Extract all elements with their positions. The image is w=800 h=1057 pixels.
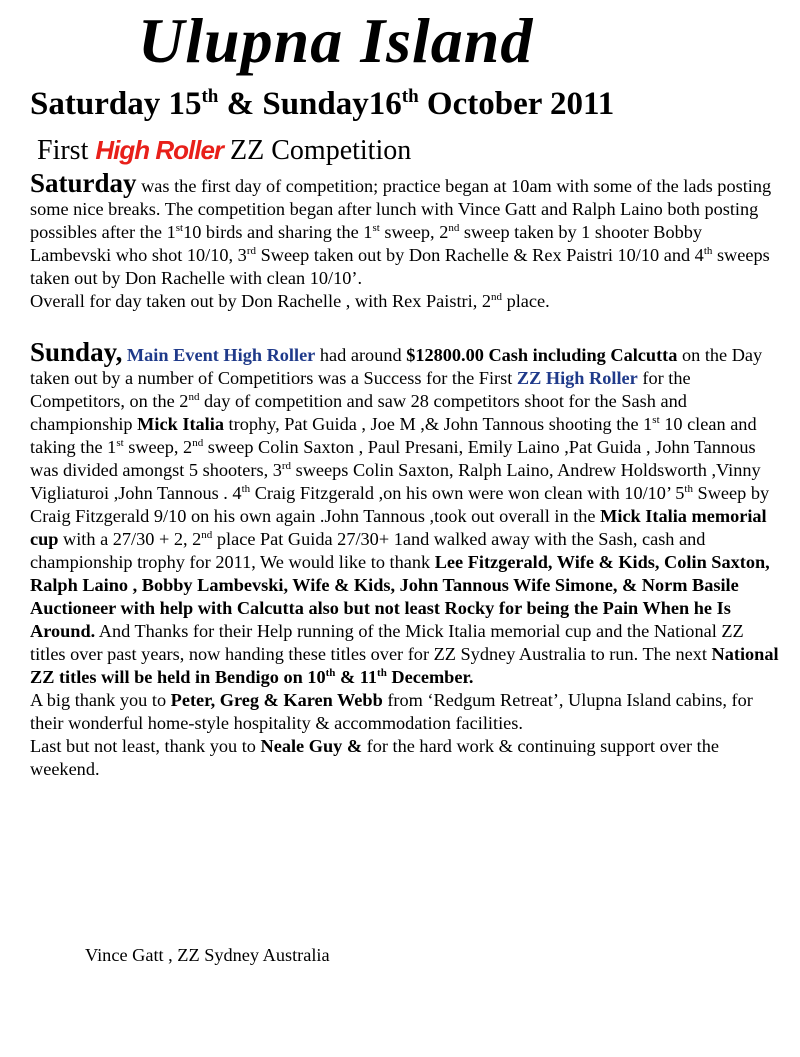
ordinal-sup: st	[175, 221, 184, 234]
text: And Thanks for their Help running of the Mick Italia memorial cup and the National ZZ titles over past years, now handing these titles over for ZZ Sydney Australia to run. The next	[30, 621, 744, 664]
page-title: Ulupna Island	[138, 5, 534, 76]
text: Overall for day taken out by Don Rachelle , with Rex Paistri, 2	[30, 291, 491, 311]
thanks-neale	[30, 735, 780, 781]
text: on the Day taken out by a number of Competitiors was a Success for the First	[30, 345, 763, 388]
national-titles: December.	[386, 667, 474, 687]
text: was the first day of competition; practice began at 10am with some of the lads posting some nice breaks. The competition began after lunch with Vince Gatt and Ralph Laino both posting possibles after the 1	[30, 176, 772, 242]
text: 10 birds and sharing the 1	[183, 222, 373, 242]
text: Sweep by Craig Fitzgerald 9/10 on his own again .John Tannous ,took out overall in the	[30, 483, 770, 526]
ordinal-sup: st	[372, 221, 380, 234]
ordinal-sup: st	[652, 413, 660, 426]
ordinal-sup: nd	[188, 390, 200, 403]
text: sweep taken by 1 shooter Bobby Lambevski who shot 10/10, 3	[30, 222, 703, 265]
text: sweeps taken out by Don Rachelle with clean 10/10’.	[30, 245, 770, 288]
high-roller-logo-text: High Roller	[95, 135, 224, 165]
text: sweep, 2	[379, 222, 449, 242]
text: sweeps Colin Saxton, Ralph Laino, Andrew Holdsworth ,Vinny Vigliaturoi ,John Tannous . 4	[30, 460, 761, 503]
zz-high-roller-label: ZZ High Roller	[516, 368, 638, 388]
ordinal-sup: th	[684, 482, 693, 495]
text: for the hard work & continuing support over the weekend.	[30, 736, 719, 779]
text: with a 27/30 + 2, 2	[58, 529, 202, 549]
text: place.	[502, 291, 550, 311]
ordinal-sup: st	[116, 436, 124, 449]
date-sup: th	[201, 86, 219, 107]
text: 10 clean and taking the 1	[30, 414, 757, 457]
ordinal-sup: th	[241, 482, 251, 495]
event-dates	[30, 86, 614, 123]
subtitle-suffix: ZZ Competition	[223, 135, 412, 166]
text: day of competition and saw 28 competitors shoot for the Sash and championship	[30, 391, 687, 434]
subtitle-prefix: First	[37, 135, 96, 166]
date-sup: th	[401, 86, 419, 107]
thanks-names: Lee Fitzgerald, Wife & Kids, Colin Saxton, Ralph Laino , Bobby Lambevski, Wife & Kids, John Tannous Wife Simone, & Norm Basile Auctioneer with help with Calcutta also but not least Rocky for being the Pain When he Is Around.	[30, 552, 770, 641]
text: had around	[315, 345, 407, 365]
neale-name: Neale Guy &	[260, 736, 363, 756]
competition-subtitle	[37, 135, 411, 167]
text: A big thank you to	[30, 690, 171, 710]
webb-names: Peter, Greg & Karen Webb	[170, 690, 383, 710]
ordinal-sup: th	[325, 666, 336, 679]
ordinal-sup: nd	[448, 221, 460, 234]
signature: Vince Gatt , ZZ Sydney Australia	[85, 945, 330, 965]
main-event-label: Main Event High Roller	[126, 345, 316, 365]
ordinal-sup: nd	[192, 436, 204, 449]
ordinal-sup: rd	[246, 244, 256, 257]
prize-amount: $12800.00 Cash including Calcutta	[406, 345, 678, 365]
mick-italia-label: Mick Italia	[137, 414, 224, 434]
saturday-lead: Saturday	[30, 168, 137, 198]
report-body	[30, 168, 780, 781]
ordinal-sup: th	[377, 666, 387, 679]
text: sweep Colin Saxton , Paul Presani, Emily Laino ,Pat Guida , John Tannous was divided amongst 5 shooters, 3	[30, 437, 756, 480]
text: sweep, 2	[123, 437, 193, 457]
text: Sweep taken out by Don Rachelle & Rex Paistri 10/10 and 4	[256, 245, 704, 265]
text: for the Competitors, on the 2	[30, 368, 691, 411]
text: Craig Fitzgerald ,on his own were won clean with 10/10’ 5	[250, 483, 685, 503]
text: place Pat Guida 27/30+ 1and walked away with the Sash, cash and championship trophy for 2011, We would like to thank	[30, 529, 706, 572]
ordinal-sup: nd	[201, 528, 213, 541]
sunday-paragraph	[30, 337, 780, 689]
sunday-lead: Sunday,	[30, 337, 123, 367]
ordinal-sup: nd	[491, 290, 502, 303]
date-month-year: October 2011	[418, 86, 615, 122]
thanks-redgum	[30, 689, 780, 735]
saturday-paragraph	[30, 168, 780, 290]
ordinal-sup: rd	[281, 459, 292, 472]
national-titles: & 11	[335, 667, 378, 687]
ordinal-sup: th	[703, 244, 713, 257]
national-titles: National ZZ titles will be held in Bendigo on 10	[30, 644, 779, 687]
date-sunday: & Sunday16	[218, 86, 402, 122]
memorial-cup-label: Mick Italia memorial cup	[30, 506, 767, 549]
saturday-overall	[30, 290, 780, 313]
date-saturday: Saturday 15	[30, 86, 202, 122]
text: Last but not least, thank you to	[30, 736, 261, 756]
paragraph-gap	[30, 313, 780, 341]
text: trophy, Pat Guida , Joe M ,& John Tannous shooting the 1	[223, 414, 653, 434]
text: from ‘Redgum Retreat’, Ulupna Island cabins, for their wonderful home-style hospitality & accommodation facilities.	[30, 690, 753, 733]
